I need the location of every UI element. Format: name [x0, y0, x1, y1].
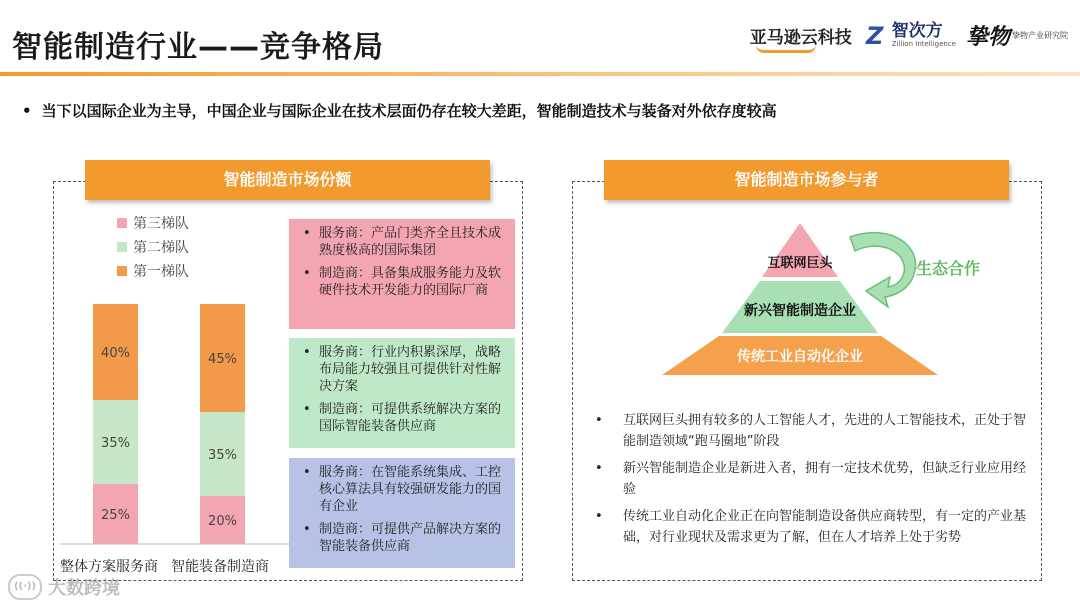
- legend-item-tier1: [117, 259, 189, 283]
- bar-label-0-series-0: 25%: [101, 508, 130, 523]
- legend-item-tier2: [117, 235, 189, 259]
- tier1-service-text: • 服务商：产品门类齐全且技术成熟度极高的国际集团: [297, 225, 507, 259]
- category-label-equipment: 智能装备制造商: [171, 559, 269, 575]
- logo-group: [750, 20, 1068, 51]
- bar-label-1-series-1: 35%: [208, 448, 237, 463]
- tier3-maker-text: • 制造商：可提供产品解决方案的智能装备供应商: [297, 521, 507, 555]
- eco-cooperation-label: 生态合作: [916, 259, 981, 278]
- category-label-service: 整体方案服务商: [60, 559, 158, 575]
- watermark-text: 大数跨境: [48, 578, 120, 599]
- watermark: [8, 574, 120, 600]
- huawu-logo: [966, 20, 1068, 51]
- eco-cycle-arrow-icon: [850, 233, 916, 307]
- amazon-logo: [750, 23, 852, 48]
- participants-description-list: [585, 410, 1035, 554]
- main-bullet-text: 当下以国际企业为主导，中国企业与国际企业在技术层面仍存在较大差距，智能制造技术与装备对外依存度较高: [41, 102, 777, 120]
- page-title: 智能制造行业——竞争格局: [12, 30, 384, 65]
- tier2-service-text: • 服务商：行业内积累深厚，战略布局能力较强且可提供针对性解决方案: [297, 344, 507, 395]
- main-bullet: • 当下以国际企业为主导，中国企业与国际企业在技术层面仍存在较大差距，智能制造技术与装备对外依存度较高: [22, 102, 777, 120]
- zhicifang-cn: 智次方: [891, 21, 943, 41]
- legend-swatch-tier2: [117, 242, 127, 252]
- tier2-maker-text: • 制造商：可提供系统解决方案的国际智能装备供应商: [297, 401, 507, 435]
- tier3-description-box: [289, 458, 515, 568]
- bar-label-1-series-2: 45%: [208, 352, 237, 367]
- bar-label-0-series-2: 40%: [101, 346, 130, 361]
- title-underline: [0, 72, 1080, 76]
- tier1-description-box: [289, 219, 515, 329]
- huawu-mark: 挚物: [965, 25, 1010, 50]
- legend-swatch-tier1: [117, 266, 127, 276]
- chart-legend: [117, 211, 189, 283]
- legend-swatch-tier3: [117, 218, 127, 228]
- watermark-icon: ((·)): [8, 574, 42, 600]
- bar-label-1-series-0: 20%: [208, 514, 237, 529]
- participants-pyramid: [660, 215, 950, 380]
- amazon-logo-text: 亚马逊云科技: [749, 28, 852, 48]
- pyramid-middle-label: 新兴智能制造企业: [744, 303, 856, 319]
- zhicifang-en: Zillion Intelligence: [891, 40, 956, 48]
- bar-label-0-series-1: 35%: [101, 436, 130, 451]
- pyramid-top-label: 互联网巨头: [767, 256, 833, 271]
- zhicifang-z-icon: Z: [866, 21, 884, 50]
- market-participants-header: 智能制造市场参与者: [604, 160, 1009, 200]
- tier2-description-box: [289, 338, 515, 448]
- emerging-companies-text: • 新兴智能制造企业是新进入者，拥有一定技术优势，但缺乏行业应用经验: [585, 458, 1035, 500]
- pyramid-bottom-label: 传统工业自动化企业: [737, 349, 863, 365]
- internet-giants-text: • 互联网巨头拥有较多的人工智能人才，先进的人工智能技术，正处于智能制造领域“跑马圈地”阶段: [585, 410, 1035, 452]
- legend-item-tier3: [117, 211, 189, 235]
- tier1-maker-text: • 制造商：具备集成服务能力及软硬件技术开发能力的国际厂商: [297, 265, 507, 299]
- legend-label-tier2: 第二梯队: [133, 240, 189, 256]
- legend-label-tier1: 第一梯队: [133, 264, 189, 280]
- huawu-text: 挚物产业研究院: [1012, 31, 1068, 40]
- amazon-smile-icon: [756, 45, 816, 53]
- market-share-header: 智能制造市场份额: [85, 160, 490, 200]
- legend-label-tier3: 第三梯队: [133, 216, 189, 232]
- market-share-chart: [60, 290, 290, 550]
- zhicifang-logo: [862, 22, 956, 49]
- traditional-companies-text: • 传统工业自动化企业正在向智能制造设备供应商转型，有一定的产业基础，对行业现状及需求更为了解，但在人才培养上处于劣势: [585, 506, 1035, 548]
- tier3-service-text: • 服务商：在智能系统集成、工控核心算法具有较强研发能力的国有企业: [297, 464, 507, 515]
